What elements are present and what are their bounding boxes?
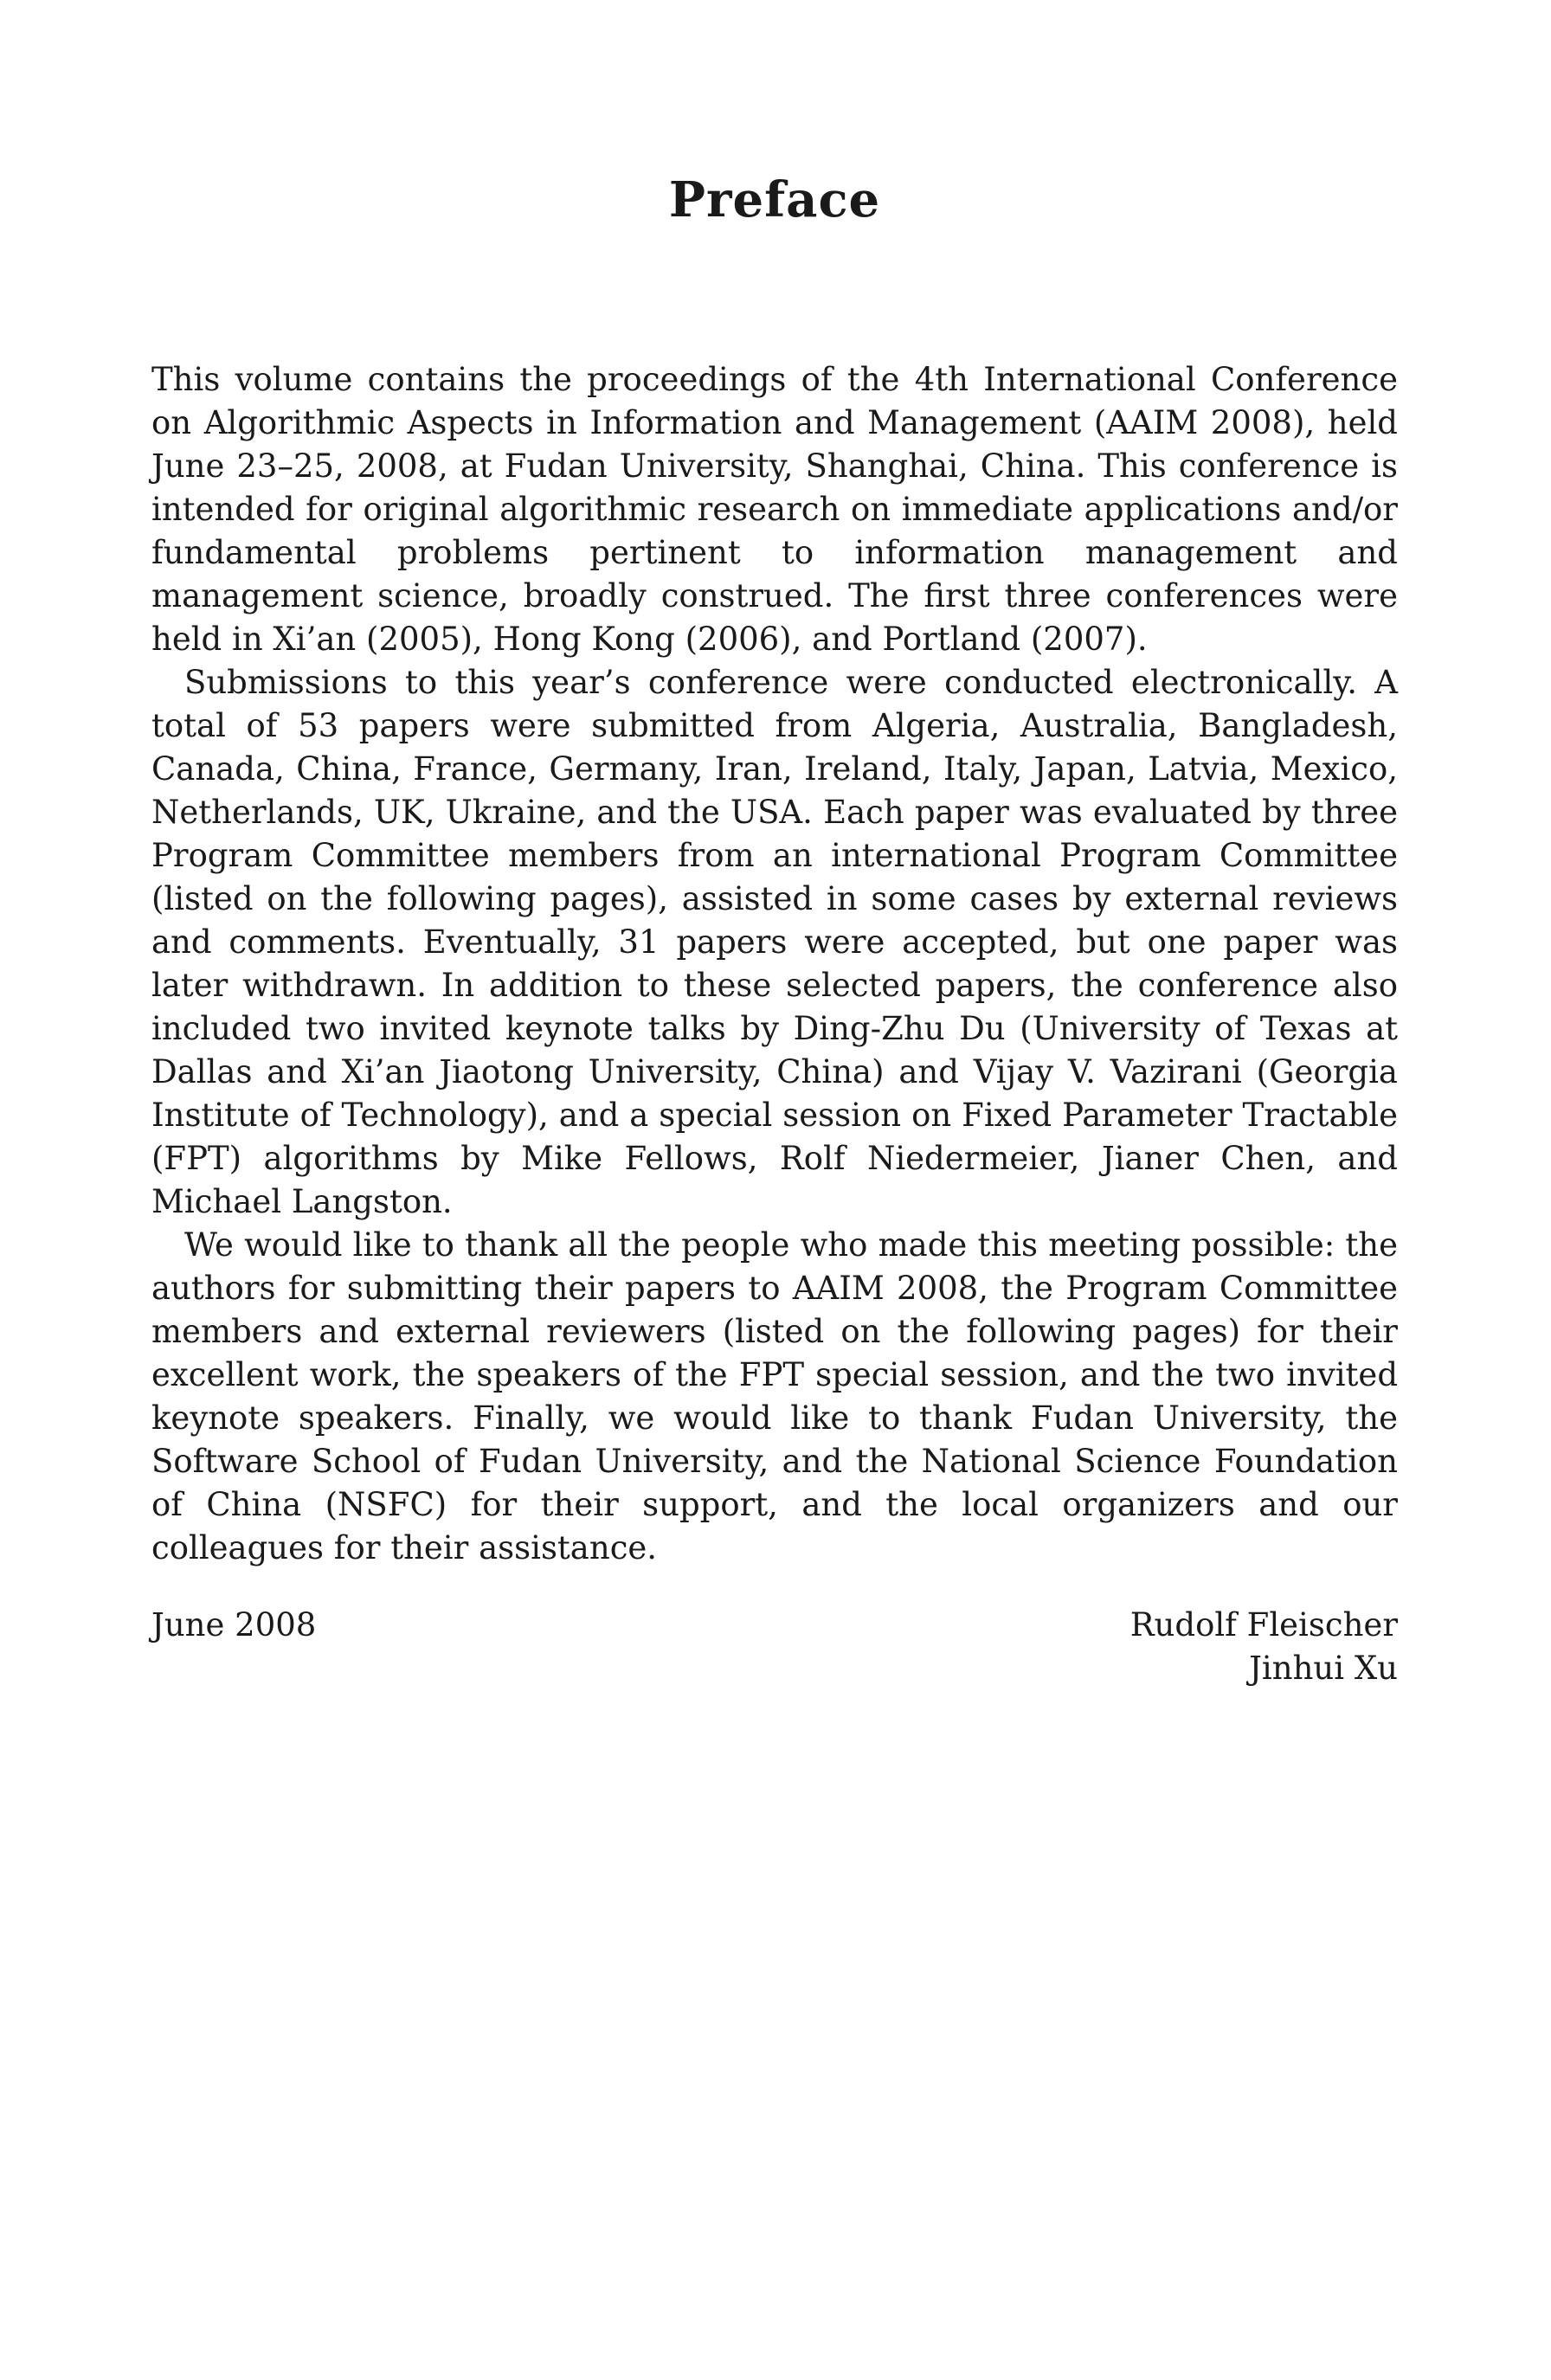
paragraph-2: Submissions to this year’s conference were conducted electronically. A total of 53 papers were submitted from Algeria, Australia, Bangladesh, Canada, China, France, Germany, Iran, Ireland, Italy, Japan, Latvia, Mexico, Netherlands, UK, Ukraine, and the USA. Each paper was evaluated by three Program Committee members from an international Program Committee (listed on the following pages), assisted in some cases by external reviews and comments. Eventually, 31 papers were accepted, but one paper was later withdrawn. In addition to these selected papers, the conference also included two invited keynote talks by Ding-Zhu Du (University of Texas at Dallas and Xi’an Jiaotong University, China) and Vijay V. Vazirani (Georgia Institute of Technology), and a special session on Fixed Parameter Tractable (FPT) algorithms by Mike Fellows, Rolf Niedermeier, Jianer Chen, and Michael Langston. <box>151 664 1398 1220</box>
paragraph-1: This volume contains the proceedings of the 4th International Conference on Algorithmic Aspects in Information and Management (AAIM 2008), held June 23–25, 2008, at Fudan University, Shanghai, China. This conference is intended for original algorithmic research on immediate applications and/or fundamental problems pertinent to information management and management science, broadly construed. The first three conferences were held in Xi’an (2005), Hong Kong (2006), and Portland (2007). <box>151 361 1398 658</box>
author-name: Rudolf Fleischer <box>1129 1606 1398 1643</box>
signature-authors <box>1130 1604 1398 1690</box>
page-title: Preface <box>668 171 881 228</box>
signature-date: June 2008 <box>151 1606 317 1643</box>
preface-body <box>151 358 1398 1570</box>
author-name: Jinhui Xu <box>1249 1650 1398 1687</box>
paragraph-3: We would like to thank all the people who made this meeting possible: the authors for submitting their papers to AAIM 2008, the Program Committee members and external reviewers (listed on the following pages) for their excellent work, the speakers of the FPT special session, and the two invited keynote speakers. Finally, we would like to thank Fudan University, the Software School of Fudan University, and the National Science Foundation of China (NSFC) for their support, and the local organizers and our colleagues for their assistance. <box>151 1226 1398 1566</box>
